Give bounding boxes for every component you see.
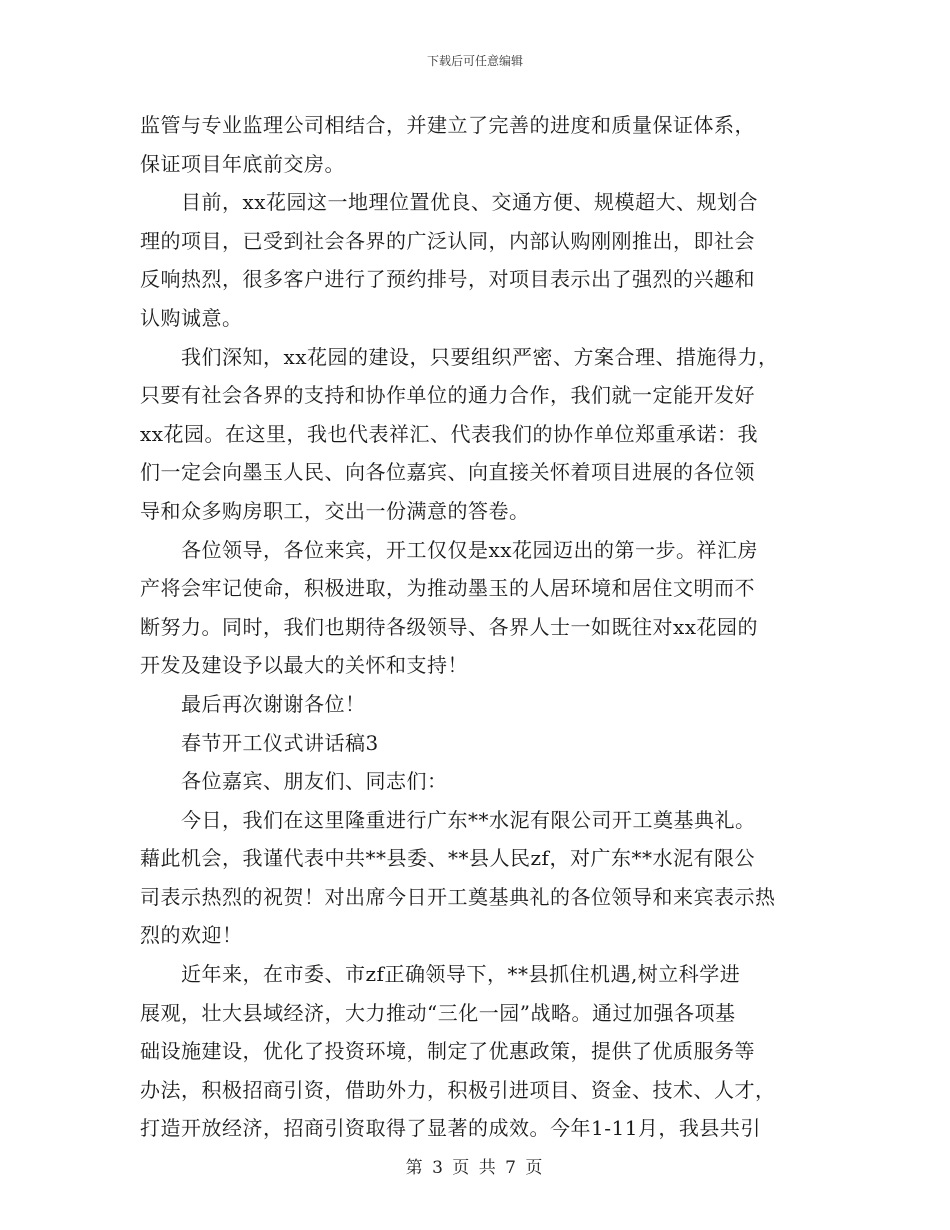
text-line: 保证项目年底前交房。	[140, 151, 345, 176]
text-line: 开发及建设予以最大的关怀和支持！	[140, 653, 468, 678]
text-line: 断努力。同时，我们也期待各级领导、各界人士一如既往对xx花园的	[140, 614, 759, 639]
text-line: 反响热烈，很多客户进行了预约排号，对项目表示出了强烈的兴趣和	[140, 267, 755, 292]
text-line: 藉此机会，我谨代表中共**县委、**县人民zf，对广东**水泥有限公	[140, 846, 755, 871]
text-line: 近年来，在市委、市zf正确领导下，**县抓住机遇,树立科学进	[140, 962, 741, 987]
page-header: 下载后可任意编辑	[426, 54, 523, 68]
text-line: 烈的欢迎！	[140, 923, 243, 948]
text-line: 办法，积极招商引资，借助外力，积极引进项目、资金、技术、人才，	[140, 1077, 776, 1102]
text-line: 认购诚意。	[140, 305, 243, 330]
text-line: 础设施建设，优化了投资环境，制定了优惠政策，提供了优质服务等	[140, 1039, 755, 1064]
text-line: 各位嘉宾、朋友们、同志们：	[140, 769, 448, 794]
text-line: 我们深知，xx花园的建设，只要组织严密、方案合理、措施得力，	[140, 344, 779, 369]
text-line: 各位领导，各位来宾，开工仅仅是xx花园迈出的第一步。祥汇房	[140, 537, 759, 562]
page-number: 第 3 页 共 7 页	[405, 1158, 545, 1178]
text-line: 最后再次谢谢各位！	[140, 691, 366, 716]
text-line: 只要有社会各界的支持和协作单位的通力合作，我们就一定能开发好	[140, 383, 755, 408]
text-line: 今日，我们在这里隆重进行广东**水泥有限公司开工奠基典礼。	[140, 807, 756, 832]
text-line: xx花园。在这里，我也代表祥汇、代表我们的协作单位郑重承诺：我	[140, 421, 759, 446]
text-line: 导和众多购房职工，交出一份满意的答卷。	[140, 498, 530, 523]
text-line: 产将会牢记使命，积极进取，为推动墨玉的人居环境和居住文明而不	[140, 576, 755, 601]
text-line: 展观，壮大县域经济，大力推动“三化一园”战略。通过加强各项基	[140, 1000, 736, 1025]
text-line: 们一定会向墨玉人民、向各位嘉宾、向直接关怀着项目进展的各位领	[140, 460, 755, 485]
document-body	[140, 106, 820, 1148]
text-line: 司表示热烈的祝贺！对出席今日开工奠基典礼的各位领导和来宾表示热	[140, 884, 776, 909]
section-title: 春节开工仪式讲话稿3	[140, 730, 379, 755]
text-line: 目前，xx花园这一地理位置优良、交通方便、规模超大、规划合	[140, 190, 759, 215]
text-line: 监管与专业监理公司相结合，并建立了完善的进度和质量保证体系，	[140, 113, 755, 137]
text-line: 理的项目，已受到社会各界的广泛认同，内部认购刚刚推出，即社会	[140, 228, 755, 253]
text-line: 打造开放经济，招商引资取得了显著的成效。今年1-11月，我县共引	[140, 1116, 761, 1141]
